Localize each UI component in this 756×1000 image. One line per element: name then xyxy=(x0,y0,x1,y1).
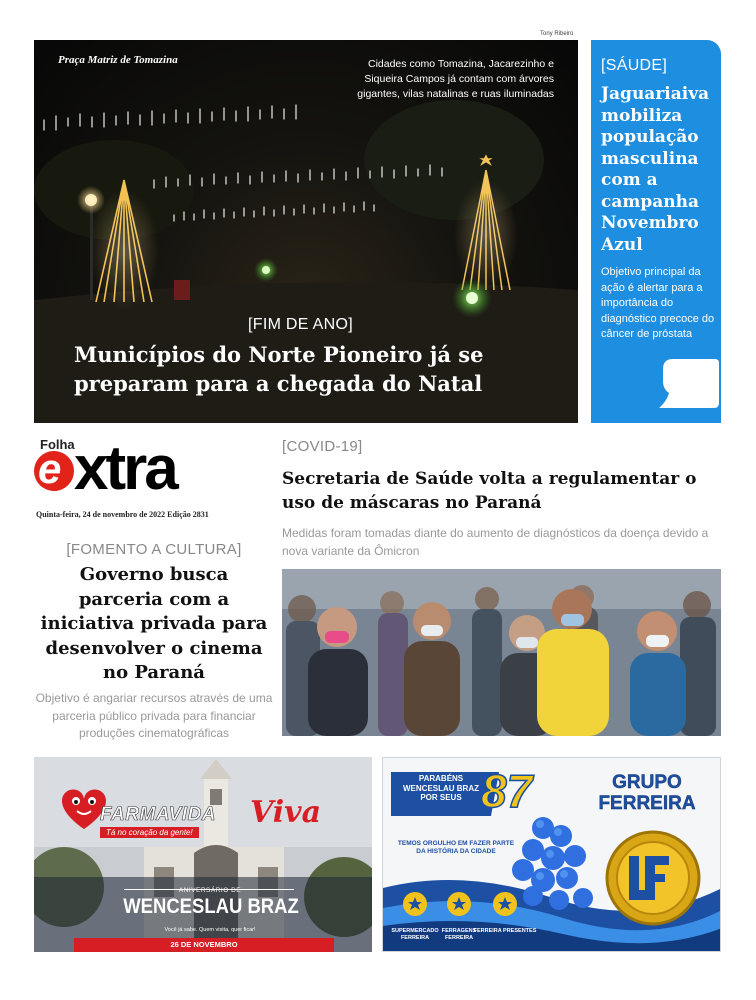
culture-section-label: [FOMENTO A CULTURA] xyxy=(66,541,242,558)
congrats-text: PARABÉNS WENCESLAU BRAZ POR SEUS xyxy=(403,774,479,802)
covid-headline[interactable]: Secretaria de Saúde volta a regulamentar o uso de máscaras no Paraná xyxy=(282,469,697,513)
years-number: 87 xyxy=(481,765,533,817)
sidebar-summary: Objetivo principal da ação é alertar para a importância do diagnóstico precoce do câncer de próstata xyxy=(601,266,715,340)
culture-summary: Objetivo é angariar recursos através de uma parceria público privada para financiar produções cinematográficas xyxy=(35,691,273,740)
anniversary-date: 26 DE NOVEMBRO xyxy=(74,938,334,952)
grupo-ferreira-ad[interactable] xyxy=(382,757,721,952)
city-tagline: Você já sabe. Quem visita, quer ficar! xyxy=(164,927,256,933)
masthead-logo[interactable] xyxy=(34,434,246,523)
covid-section-label: [COVID-19] xyxy=(282,438,363,455)
logo-e-letter: e xyxy=(38,445,62,492)
store-label-supermercado: SUPERMERCADO FERREIRA xyxy=(391,928,439,941)
sidebar-headline[interactable]: Jaguariaiva mobiliza população masculina com a campanha Novembro Azul xyxy=(601,84,710,255)
church-illustration xyxy=(34,757,372,952)
photo-credit: Tony Ribeiro xyxy=(540,31,574,37)
farmavida-ad[interactable] xyxy=(34,757,372,952)
farmavida-slogan: Tá no coração da gente! xyxy=(100,827,199,838)
photo-caption: Praça Matriz de Tomazina xyxy=(58,54,178,66)
covid-summary: Medidas foram tomadas diante do aumento de diagnósticos da doença devido a nova variante da Ômicron xyxy=(282,526,709,558)
store-label-presentes: FERREIRA PRESENTES xyxy=(473,928,537,934)
grupo-ferreira-logo-text: GRUPO FERREIRA xyxy=(598,772,696,814)
hero-headline[interactable]: Municípios do Norte Pioneiro já se preparam para a chegada do Natal xyxy=(74,342,484,396)
covid-crowd-photo[interactable] xyxy=(282,569,721,736)
crowd-with-masks-illustration xyxy=(282,569,721,736)
sidebar-section-label: [SÁUDE] xyxy=(601,57,668,74)
sidebar-story-card[interactable] xyxy=(591,40,721,423)
speech-bubble-icon xyxy=(651,353,721,411)
logo-prefix: Folha xyxy=(40,437,75,452)
store-label-ferragens: FERRAGENS FERREIRA xyxy=(441,928,477,941)
edition-date: Quinta-feira, 24 de novembro de 2022 Edição 2831 xyxy=(36,510,209,519)
pride-message: TEMOS ORGULHO EM FAZER PARTE DA HISTÓRIA DA CIDADE xyxy=(397,840,515,855)
hero-section-label: [FIM DE ANO] xyxy=(248,316,353,333)
logo-wordmark: xtra xyxy=(74,434,176,503)
farmavida-logo: FARMAVIDA xyxy=(100,804,217,825)
farmavida-viva-text: Viva xyxy=(250,795,322,830)
city-name: WENCESLAU BRAZ xyxy=(123,895,299,918)
culture-headline[interactable]: Governo busca parceria com a iniciativa privada para desenvolver o cinema no Paraná xyxy=(40,564,268,683)
anniversary-label: ANIVERSÁRIO DE xyxy=(178,887,242,894)
hero-intro-text: Cidades como Tomazina, Jacarezinho e Siqueira Campos já contam com árvores gigantes, vilas natalinas e ruas iluminadas xyxy=(357,58,554,100)
hero-photo[interactable] xyxy=(34,40,578,423)
